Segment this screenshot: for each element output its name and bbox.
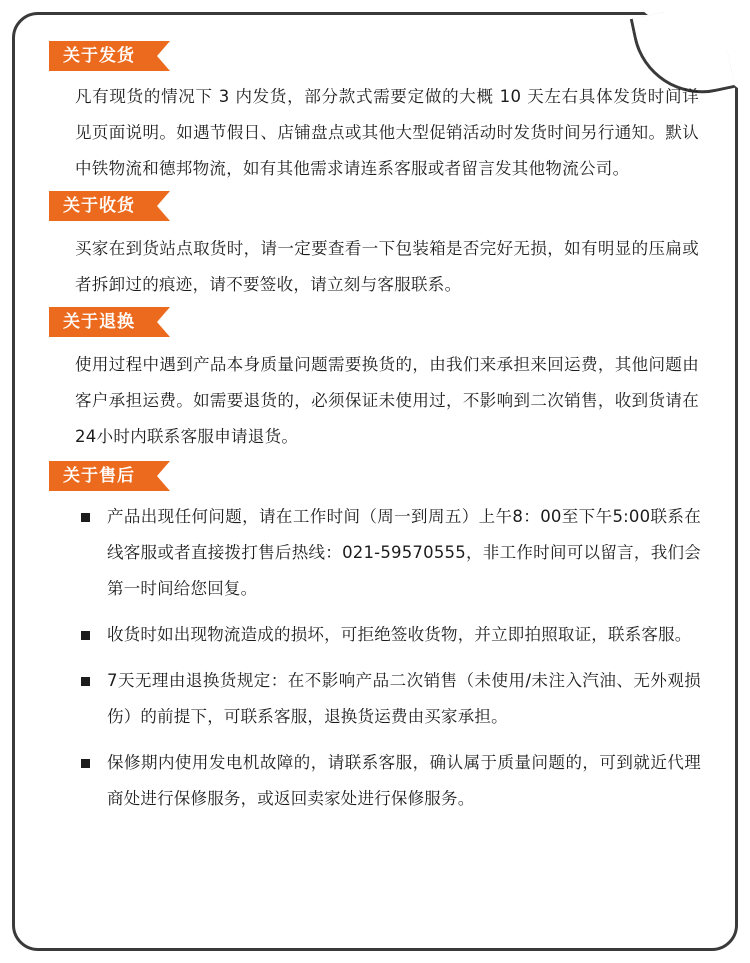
document-frame (12, 12, 738, 951)
list-item: 保修期内使用发电机故障的，请联系客服，确认属于质量问题的，可到就近代理商处进行保修服务，或返回卖家处进行保修服务。 (79, 745, 701, 817)
list-item: 收货时如出现物流造成的损坏，可拒绝签收货物，并立即拍照取证，联系客服。 (79, 617, 701, 653)
list-item: 产品出现任何问题，请在工作时间（周一到周五）上午8：00至下午5:00联系在线客服或者直接拨打售后热线：021-59570555，非工作时间可以留言，我们会第一时间给您回复。 (79, 499, 701, 607)
section-heading-returns: 关于退换 (49, 307, 157, 337)
section-returns (35, 307, 707, 455)
section-paragraph-shipping: 凡有现货的情况下 3 内发货，部分款式需要定做的大概 10 天左右具体发货时间详见页面说明。如遇节假日、店铺盘点或其他大型促销活动时发货时间另行通知。默认中铁物流和德邦物流，如有其他需求请连系客服或者留言发其他物流公司。 (75, 87, 699, 178)
section-shipping (35, 41, 707, 187)
section-heading-aftersales: 关于售后 (49, 461, 157, 491)
list-item: 7天无理由退换货规定：在不影响产品二次销售（未使用/未注入汽油、无外观损伤）的前提下，可联系客服，退换货运费由买家承担。 (79, 663, 701, 735)
section-heading-receiving: 关于收货 (49, 191, 157, 221)
section-heading-shipping: 关于发货 (49, 41, 157, 71)
section-aftersales (35, 461, 707, 817)
section-paragraph-receiving: 买家在到货站点取货时，请一定要查看一下包装箱是否完好无损，如有明显的压扁或者拆卸过的痕迹，请不要签收，请立刻与客服联系。 (75, 239, 699, 294)
section-paragraph-returns: 使用过程中遇到产品本身质量问题需要换货的，由我们来承担来回运费，其他问题由客户承担运费。如需要退货的，必须保证未使用过，不影响到二次销售，收到货请在24小时内联系客服申请退货。 (75, 355, 699, 446)
document-content (15, 15, 741, 954)
aftersales-bullet-list (35, 499, 707, 817)
section-receiving (35, 191, 707, 303)
